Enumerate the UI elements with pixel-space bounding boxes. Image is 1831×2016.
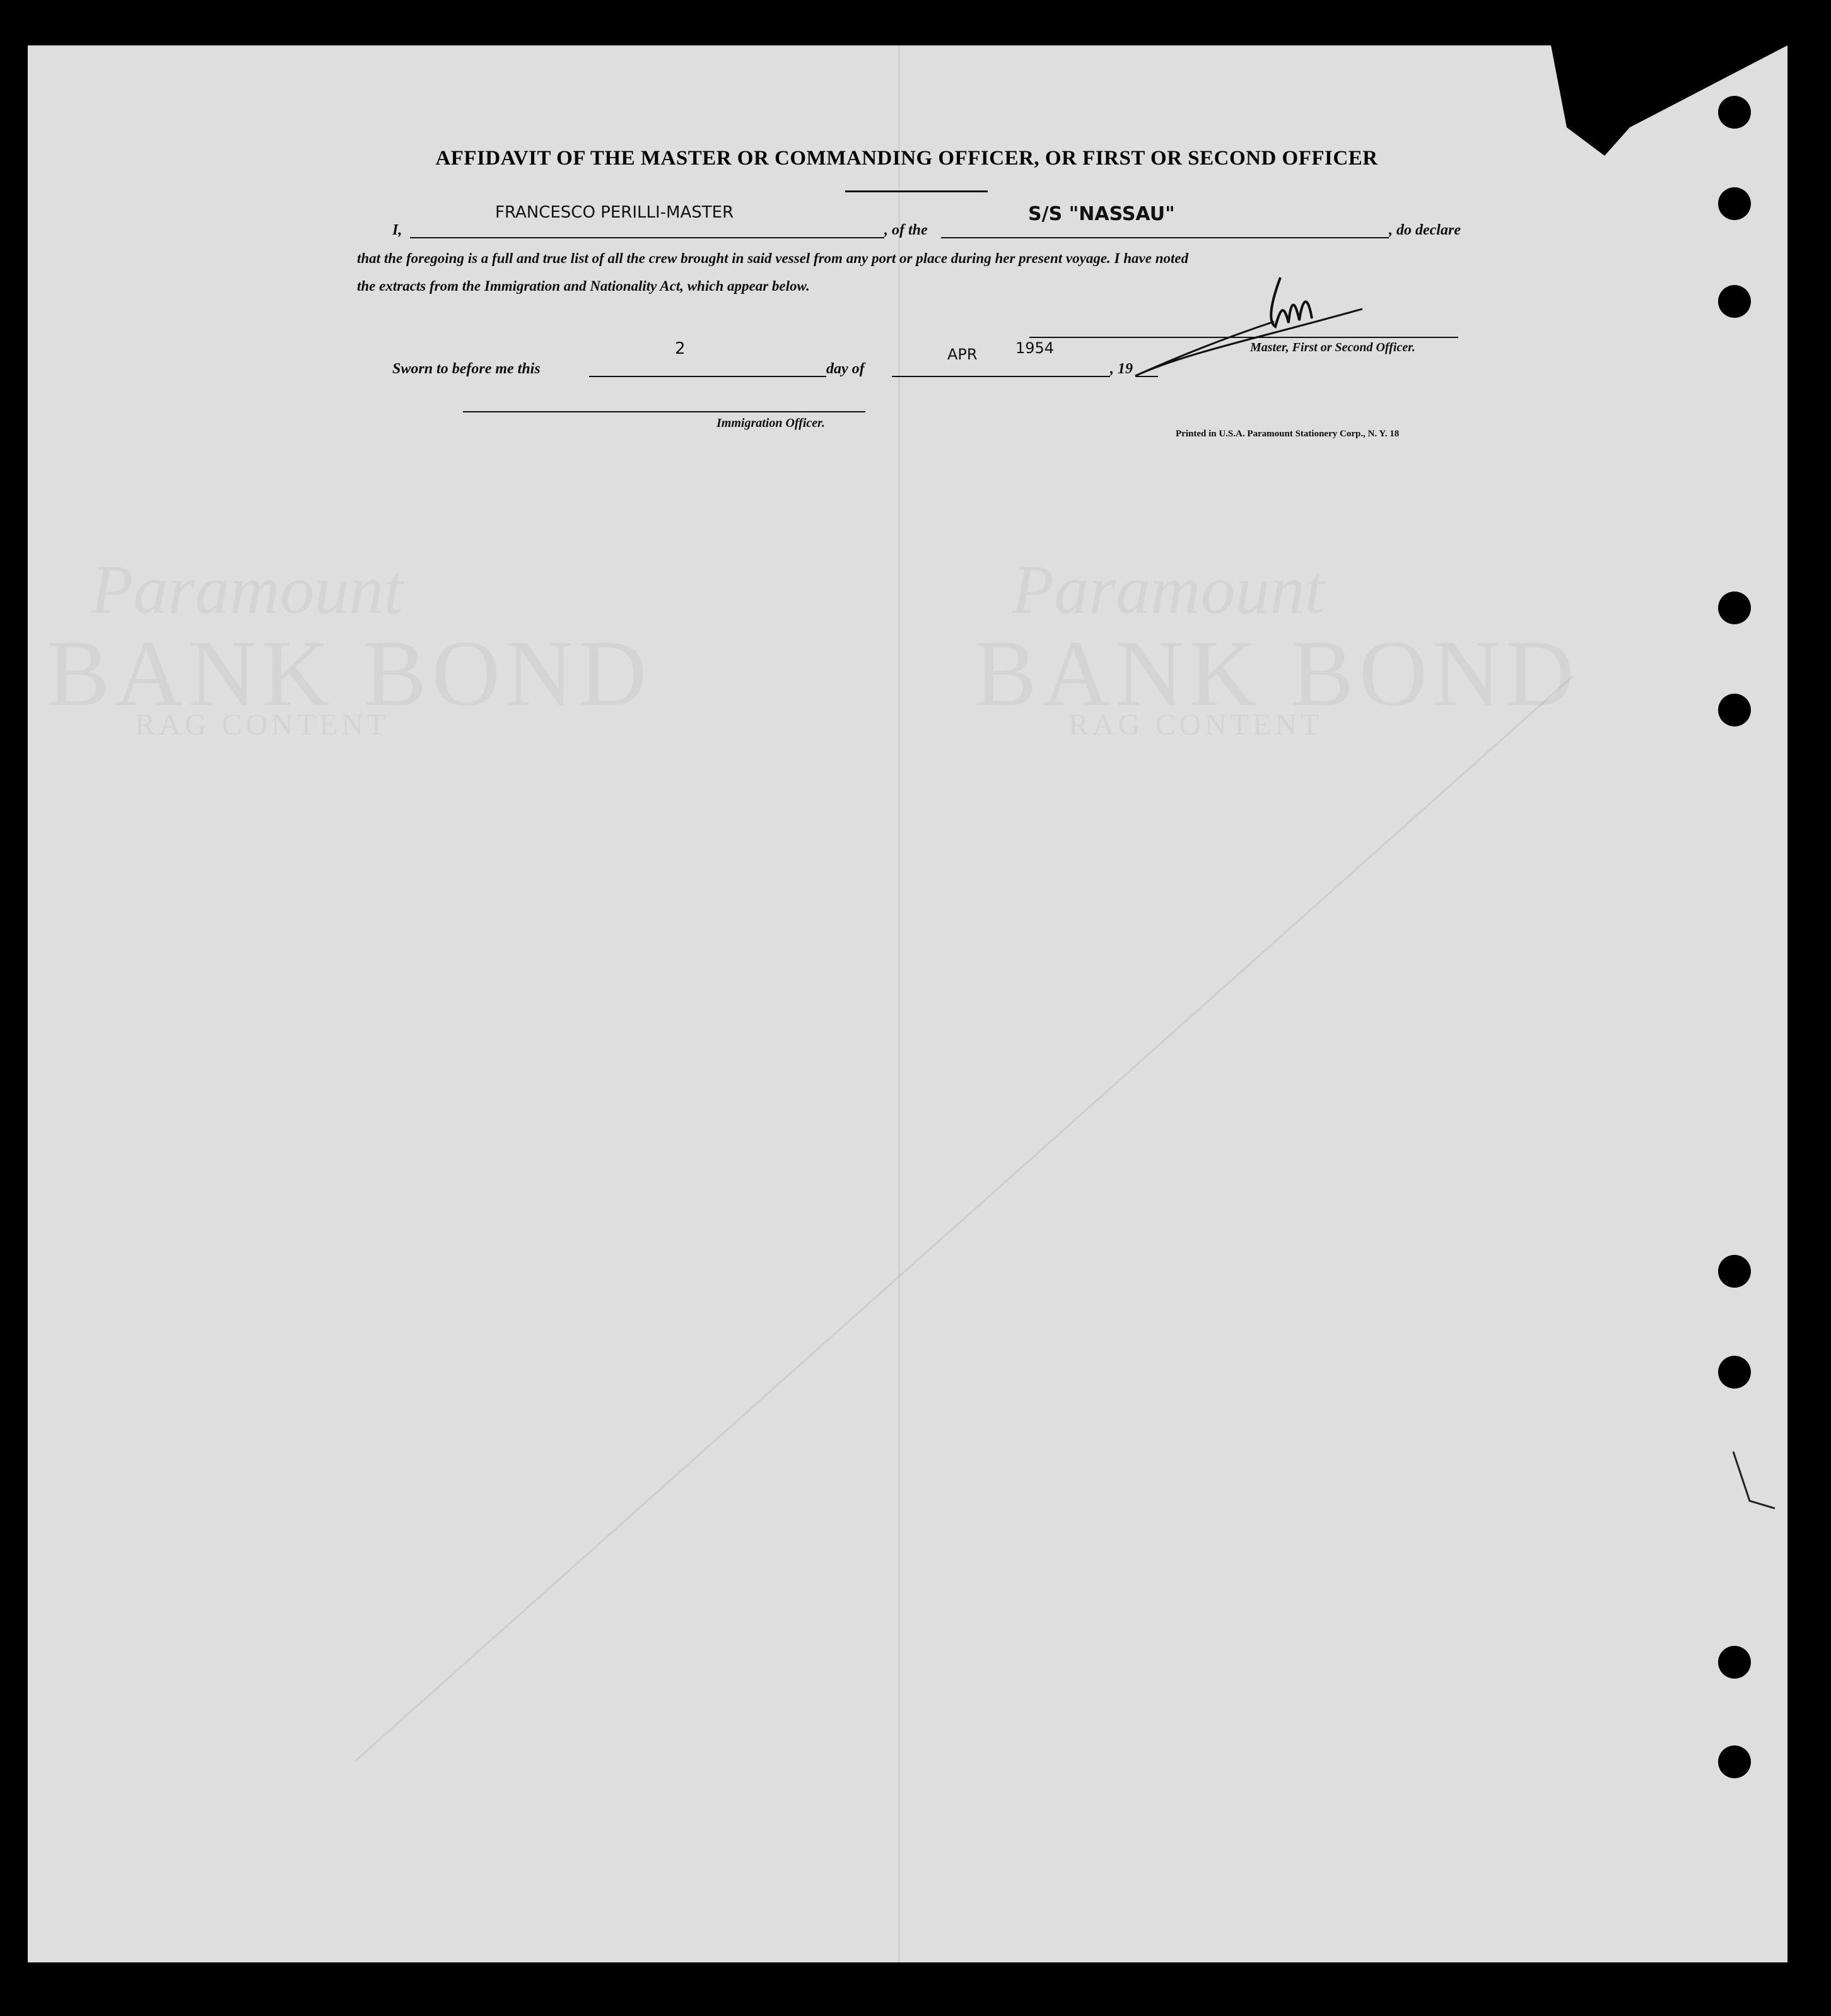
declarant-prefix: I, [392,222,402,238]
binder-hole [1718,694,1751,726]
binder-hole [1718,285,1751,318]
printer-note: Printed in U.S.A. Paramount Stationery Corp., N. Y. 18 [1176,429,1400,439]
day-of-label: day of [826,361,865,377]
name-line [410,237,884,238]
officer-line [463,411,865,412]
check-mark [1731,1445,1781,1515]
vessel-line [941,237,1389,238]
binder-hole [1718,1356,1751,1389]
binder-hole [1718,96,1751,129]
binder-hole [1718,187,1751,220]
binder-hole [1718,1745,1751,1778]
document-page [28,45,1787,1962]
declaration-text-cont: the extracts from the Immigration and Nationality Act, which appear below. [357,278,810,294]
declare-label: , do declare [1389,222,1461,238]
binder-hole [1718,1255,1751,1288]
sworn-day: 2 [675,339,686,358]
sworn-prefix: Sworn to before me this [392,361,541,377]
master-signature [1110,252,1375,385]
diagonal-crease [28,45,1787,1962]
form-title: AFFIDAVIT OF THE MASTER OR COMMANDING OFFICER, OR FIRST OR SECOND OFFICER [435,147,1378,170]
vessel-name: S/S "NASSAU" [1028,203,1175,225]
of-the-label: , of the [884,222,928,238]
signature-line [1029,337,1458,338]
binder-hole [1718,1646,1751,1679]
day-line [589,376,826,377]
master-name: FRANCESCO PERILLI-MASTER [495,203,734,222]
binder-hole [1718,591,1751,624]
year-line [1135,376,1158,377]
month-line [892,376,1110,377]
nineteen-label: , 19 [1110,361,1133,377]
declaration-text: that the foregoing is a full and true list of all the crew brought in said vessel from any port or place during her present voyage. I have noted [357,250,1189,266]
sworn-month: APR [947,346,978,363]
title-rule [845,190,988,192]
sworn-year: 1954 [1015,339,1055,357]
signature-caption: Master, First or Second Officer. [1250,341,1415,354]
officer-caption: Immigration Officer. [717,416,825,430]
